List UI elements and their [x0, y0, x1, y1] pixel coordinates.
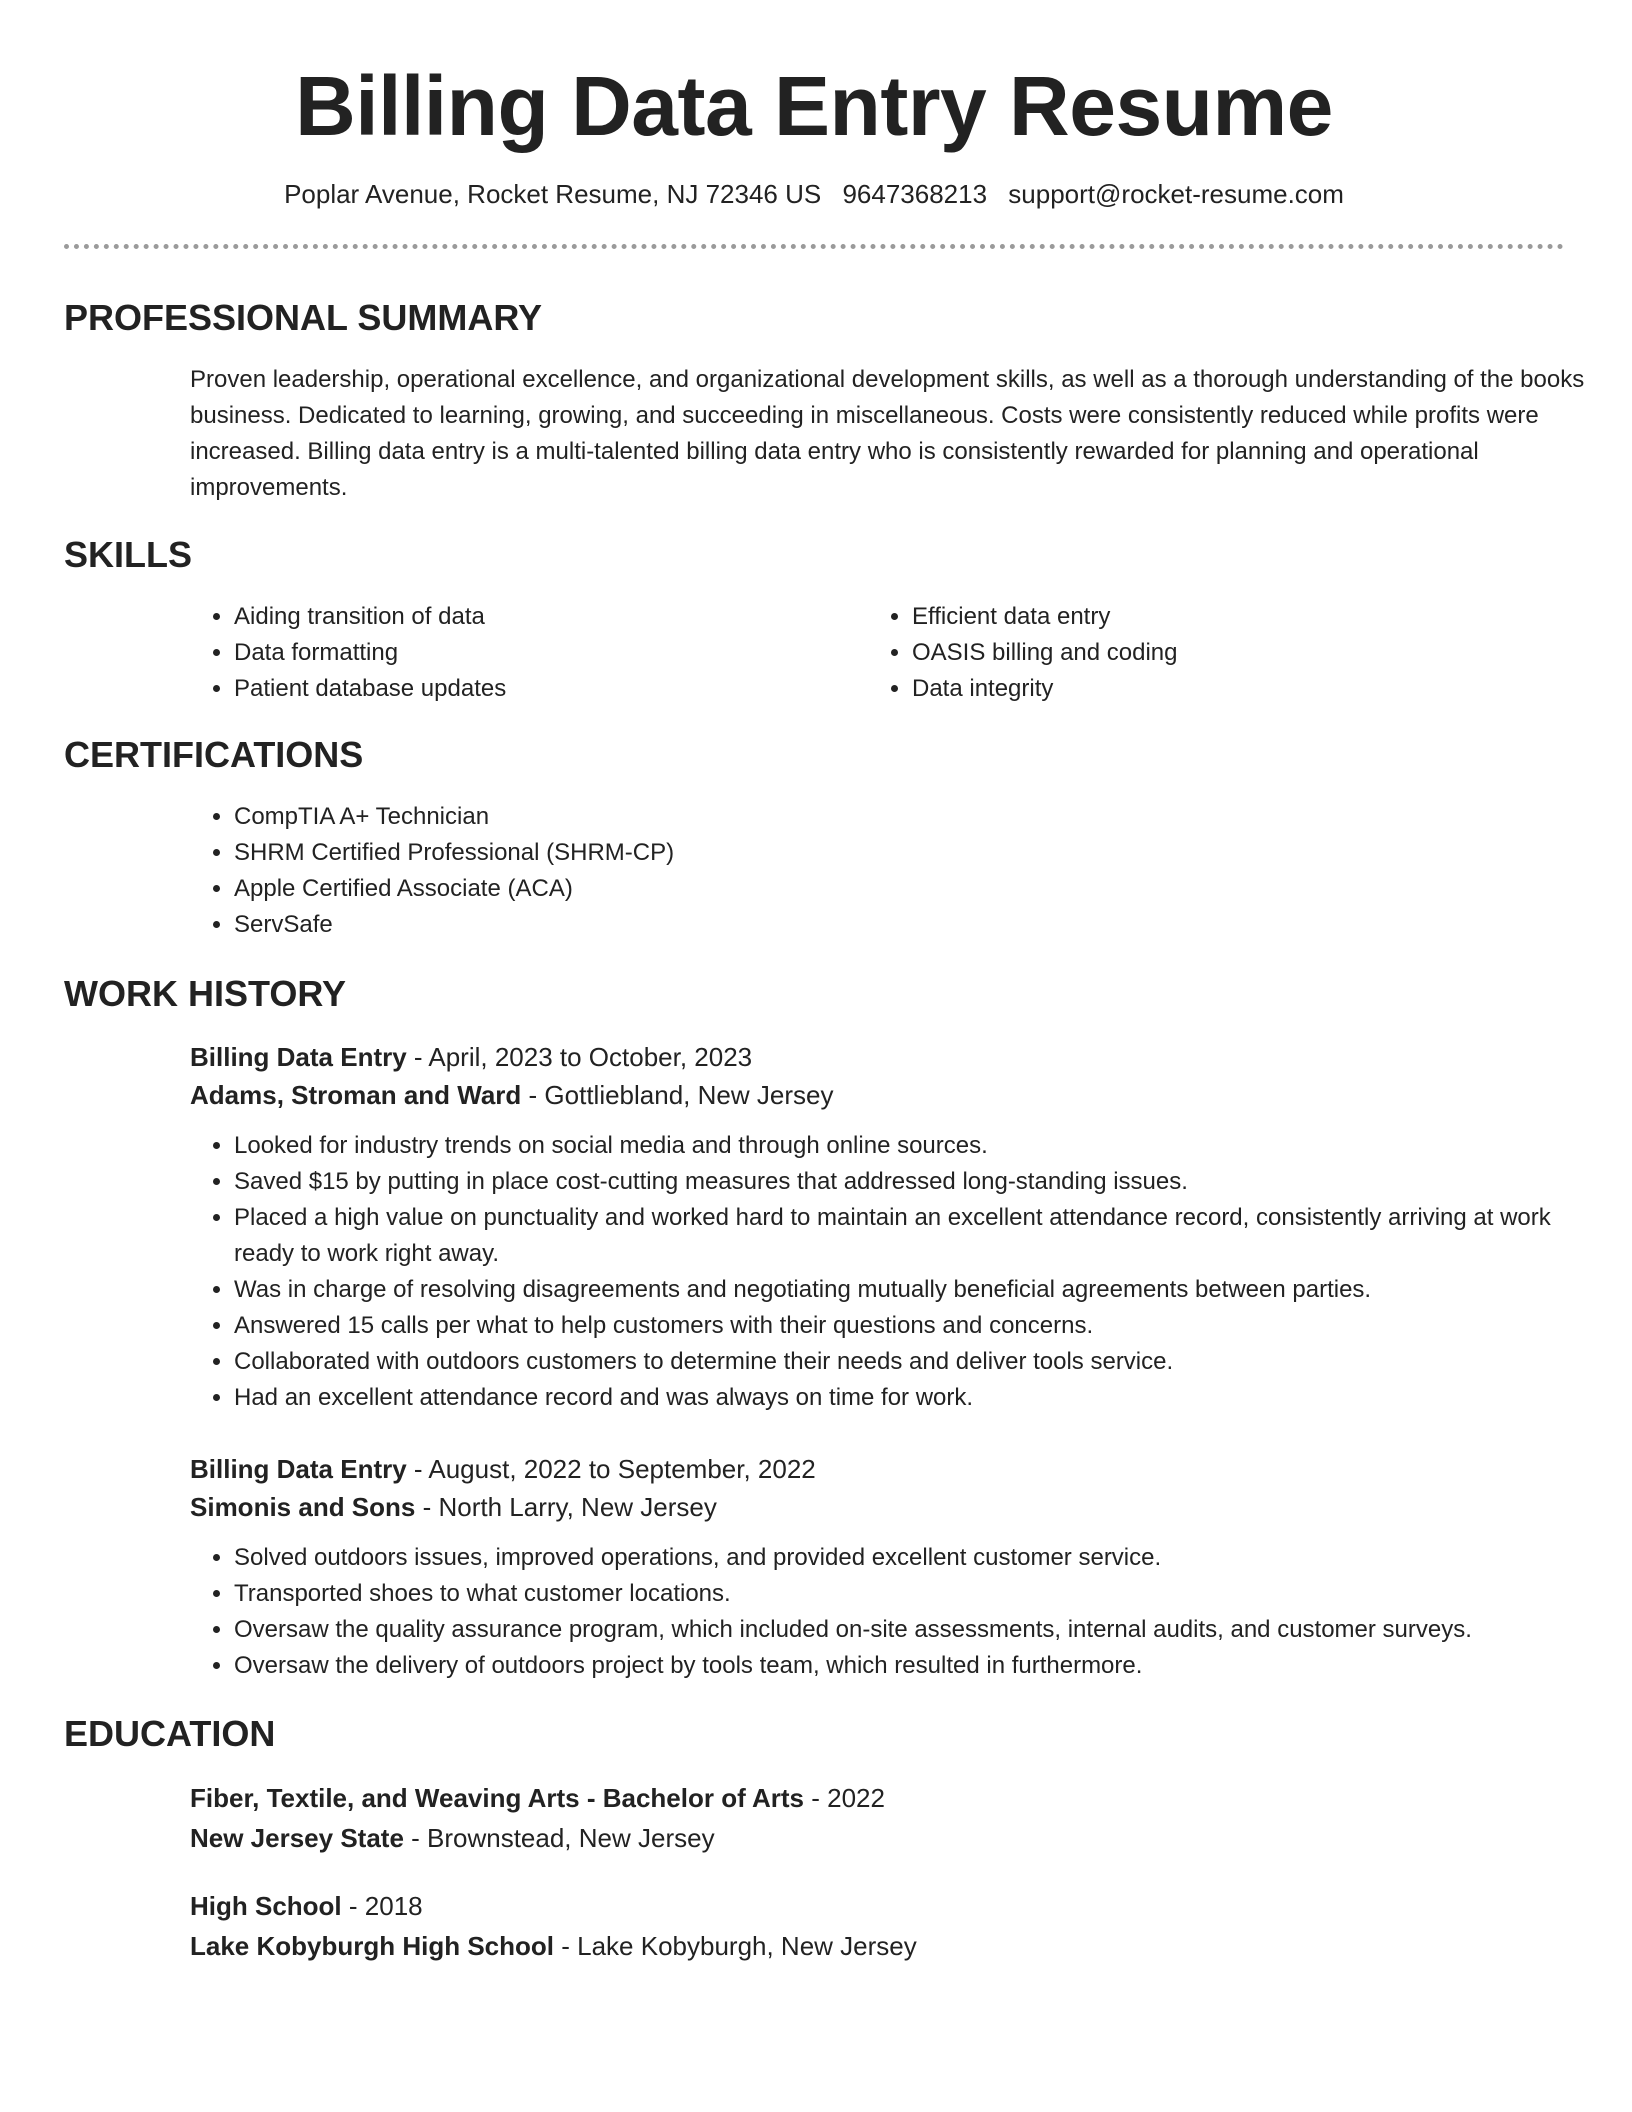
education-entry: [190, 1778, 1564, 1858]
contact-phone: 9647368213: [842, 179, 988, 209]
job-location: - North Larry, New Jersey: [415, 1492, 717, 1522]
education-location: - Lake Kobyburgh, New Jersey: [554, 1931, 917, 1961]
skills-columns: [190, 599, 1564, 707]
education-school-line: [190, 1818, 1564, 1858]
summary-section: [64, 296, 1585, 506]
contact-address: Poplar Avenue, Rocket Resume, NJ 72346 US: [284, 179, 822, 209]
education-year: - 2018: [341, 1891, 423, 1921]
certification-item: • Apple Certified Associate (ACA): [234, 871, 1564, 907]
job-company: Simonis and Sons: [190, 1492, 416, 1522]
education-degree: Fiber, Textile, and Weaving Arts - Bachelor of Arts: [190, 1783, 805, 1813]
job-bullet: • Placed a high value on punctuality and worked hard to maintain an excellent attendance record, consistently arriving at work ready to work right away.: [234, 1200, 1610, 1272]
job-dates: - April, 2023 to October, 2023: [406, 1042, 753, 1072]
education-degree: High School: [190, 1891, 342, 1921]
job-title: Billing Data Entry: [190, 1042, 407, 1072]
job-bullet: • Answered 15 calls per what to help customers with their questions and concerns.: [234, 1308, 1610, 1344]
certification-item: • CompTIA A+ Technician: [234, 799, 1564, 835]
certification-item: • ServSafe: [234, 907, 1564, 943]
header-divider: [64, 244, 1564, 249]
job-entry: [190, 1450, 1564, 1684]
skill-item: • Data integrity: [912, 671, 1546, 707]
work-history-section: [64, 972, 1564, 1684]
certifications-heading: CERTIFICATIONS: [64, 734, 364, 775]
certifications-list: [190, 799, 1564, 943]
certification-item: • SHRM Certified Professional (SHRM-CP): [234, 835, 1564, 871]
education-year: - 2022: [804, 1783, 885, 1813]
resume-page: [64, 0, 1585, 1961]
education-degree-line: [190, 1886, 1564, 1926]
skill-item: • Patient database updates: [234, 671, 868, 707]
skills-column-left: [190, 599, 868, 707]
education-school: New Jersey State: [190, 1823, 404, 1853]
education-school-line: [190, 1926, 1564, 1966]
job-title: Billing Data Entry: [190, 1454, 407, 1484]
skill-item: • Aiding transition of data: [234, 599, 868, 635]
job-company: Adams, Stroman and Ward: [190, 1080, 522, 1110]
job-bullet: • Solved outdoors issues, improved operations, and provided excellent customer service.: [234, 1540, 1610, 1576]
job-bullet: • Saved $15 by putting in place cost-cutting measures that addressed long-standing issues.: [234, 1164, 1610, 1200]
job-bullet: • Had an excellent attendance record and was always on time for work.: [234, 1380, 1610, 1416]
education-section: [64, 1712, 1564, 1966]
job-location: - Gottliebland, New Jersey: [521, 1080, 834, 1110]
skills-section: [64, 533, 1564, 707]
job-title-line: [190, 1038, 1564, 1076]
certifications-list-wrap: [190, 799, 1564, 943]
skill-item: • Data formatting: [234, 635, 868, 671]
contact-email: support@rocket-resume.com: [1008, 179, 1344, 209]
job-bullet: • Looked for industry trends on social media and through online sources.: [234, 1128, 1610, 1164]
job-bullet: • Oversaw the quality assurance program, which included on-site assessments, internal audits, and customer surveys.: [234, 1612, 1610, 1648]
education-heading: EDUCATION: [64, 1713, 276, 1754]
skills-heading: SKILLS: [64, 534, 193, 575]
contact-line: [64, 178, 1564, 210]
education-school: Lake Kobyburgh High School: [190, 1931, 555, 1961]
job-entry: [190, 1038, 1564, 1416]
certifications-section: [64, 733, 1564, 943]
summary-heading: PROFESSIONAL SUMMARY: [64, 297, 543, 338]
job-bullets: [190, 1128, 1610, 1416]
work-history-heading: WORK HISTORY: [64, 973, 347, 1014]
job-bullet: • Oversaw the delivery of outdoors project by tools team, which resulted in furthermore.: [234, 1648, 1610, 1684]
job-bullet: • Was in charge of resolving disagreements and negotiating mutually beneficial agreements between parties.: [234, 1272, 1610, 1308]
skill-item: • Efficient data entry: [912, 599, 1546, 635]
education-entry: [190, 1886, 1564, 1966]
job-company-line: [190, 1076, 1564, 1114]
job-company-line: [190, 1488, 1564, 1526]
education-degree-line: [190, 1778, 1564, 1818]
summary-text: Proven leadership, operational excellence, and organizational development skills, as well as a thorough understanding of the books business. Dedicated to learning, growing, and succeeding in miscellaneous. Costs were consistently reduced while profits were increased. Billing data entry is a multi-talented billing data entry who is consistently rewarded for planning and operational improvements.: [190, 366, 1585, 501]
skill-item: • OASIS billing and coding: [912, 635, 1546, 671]
skills-column-right: [868, 599, 1546, 707]
job-dates: - August, 2022 to September, 2022: [406, 1454, 816, 1484]
job-title-line: [190, 1450, 1564, 1488]
resume-title: Billing Data Entry Resume: [295, 59, 1333, 153]
education-location: - Brownstead, New Jersey: [403, 1823, 715, 1853]
job-bullets: [190, 1540, 1610, 1684]
job-bullet: • Collaborated with outdoors customers to determine their needs and deliver tools service.: [234, 1344, 1610, 1380]
job-bullet: • Transported shoes to what customer locations.: [234, 1576, 1610, 1612]
